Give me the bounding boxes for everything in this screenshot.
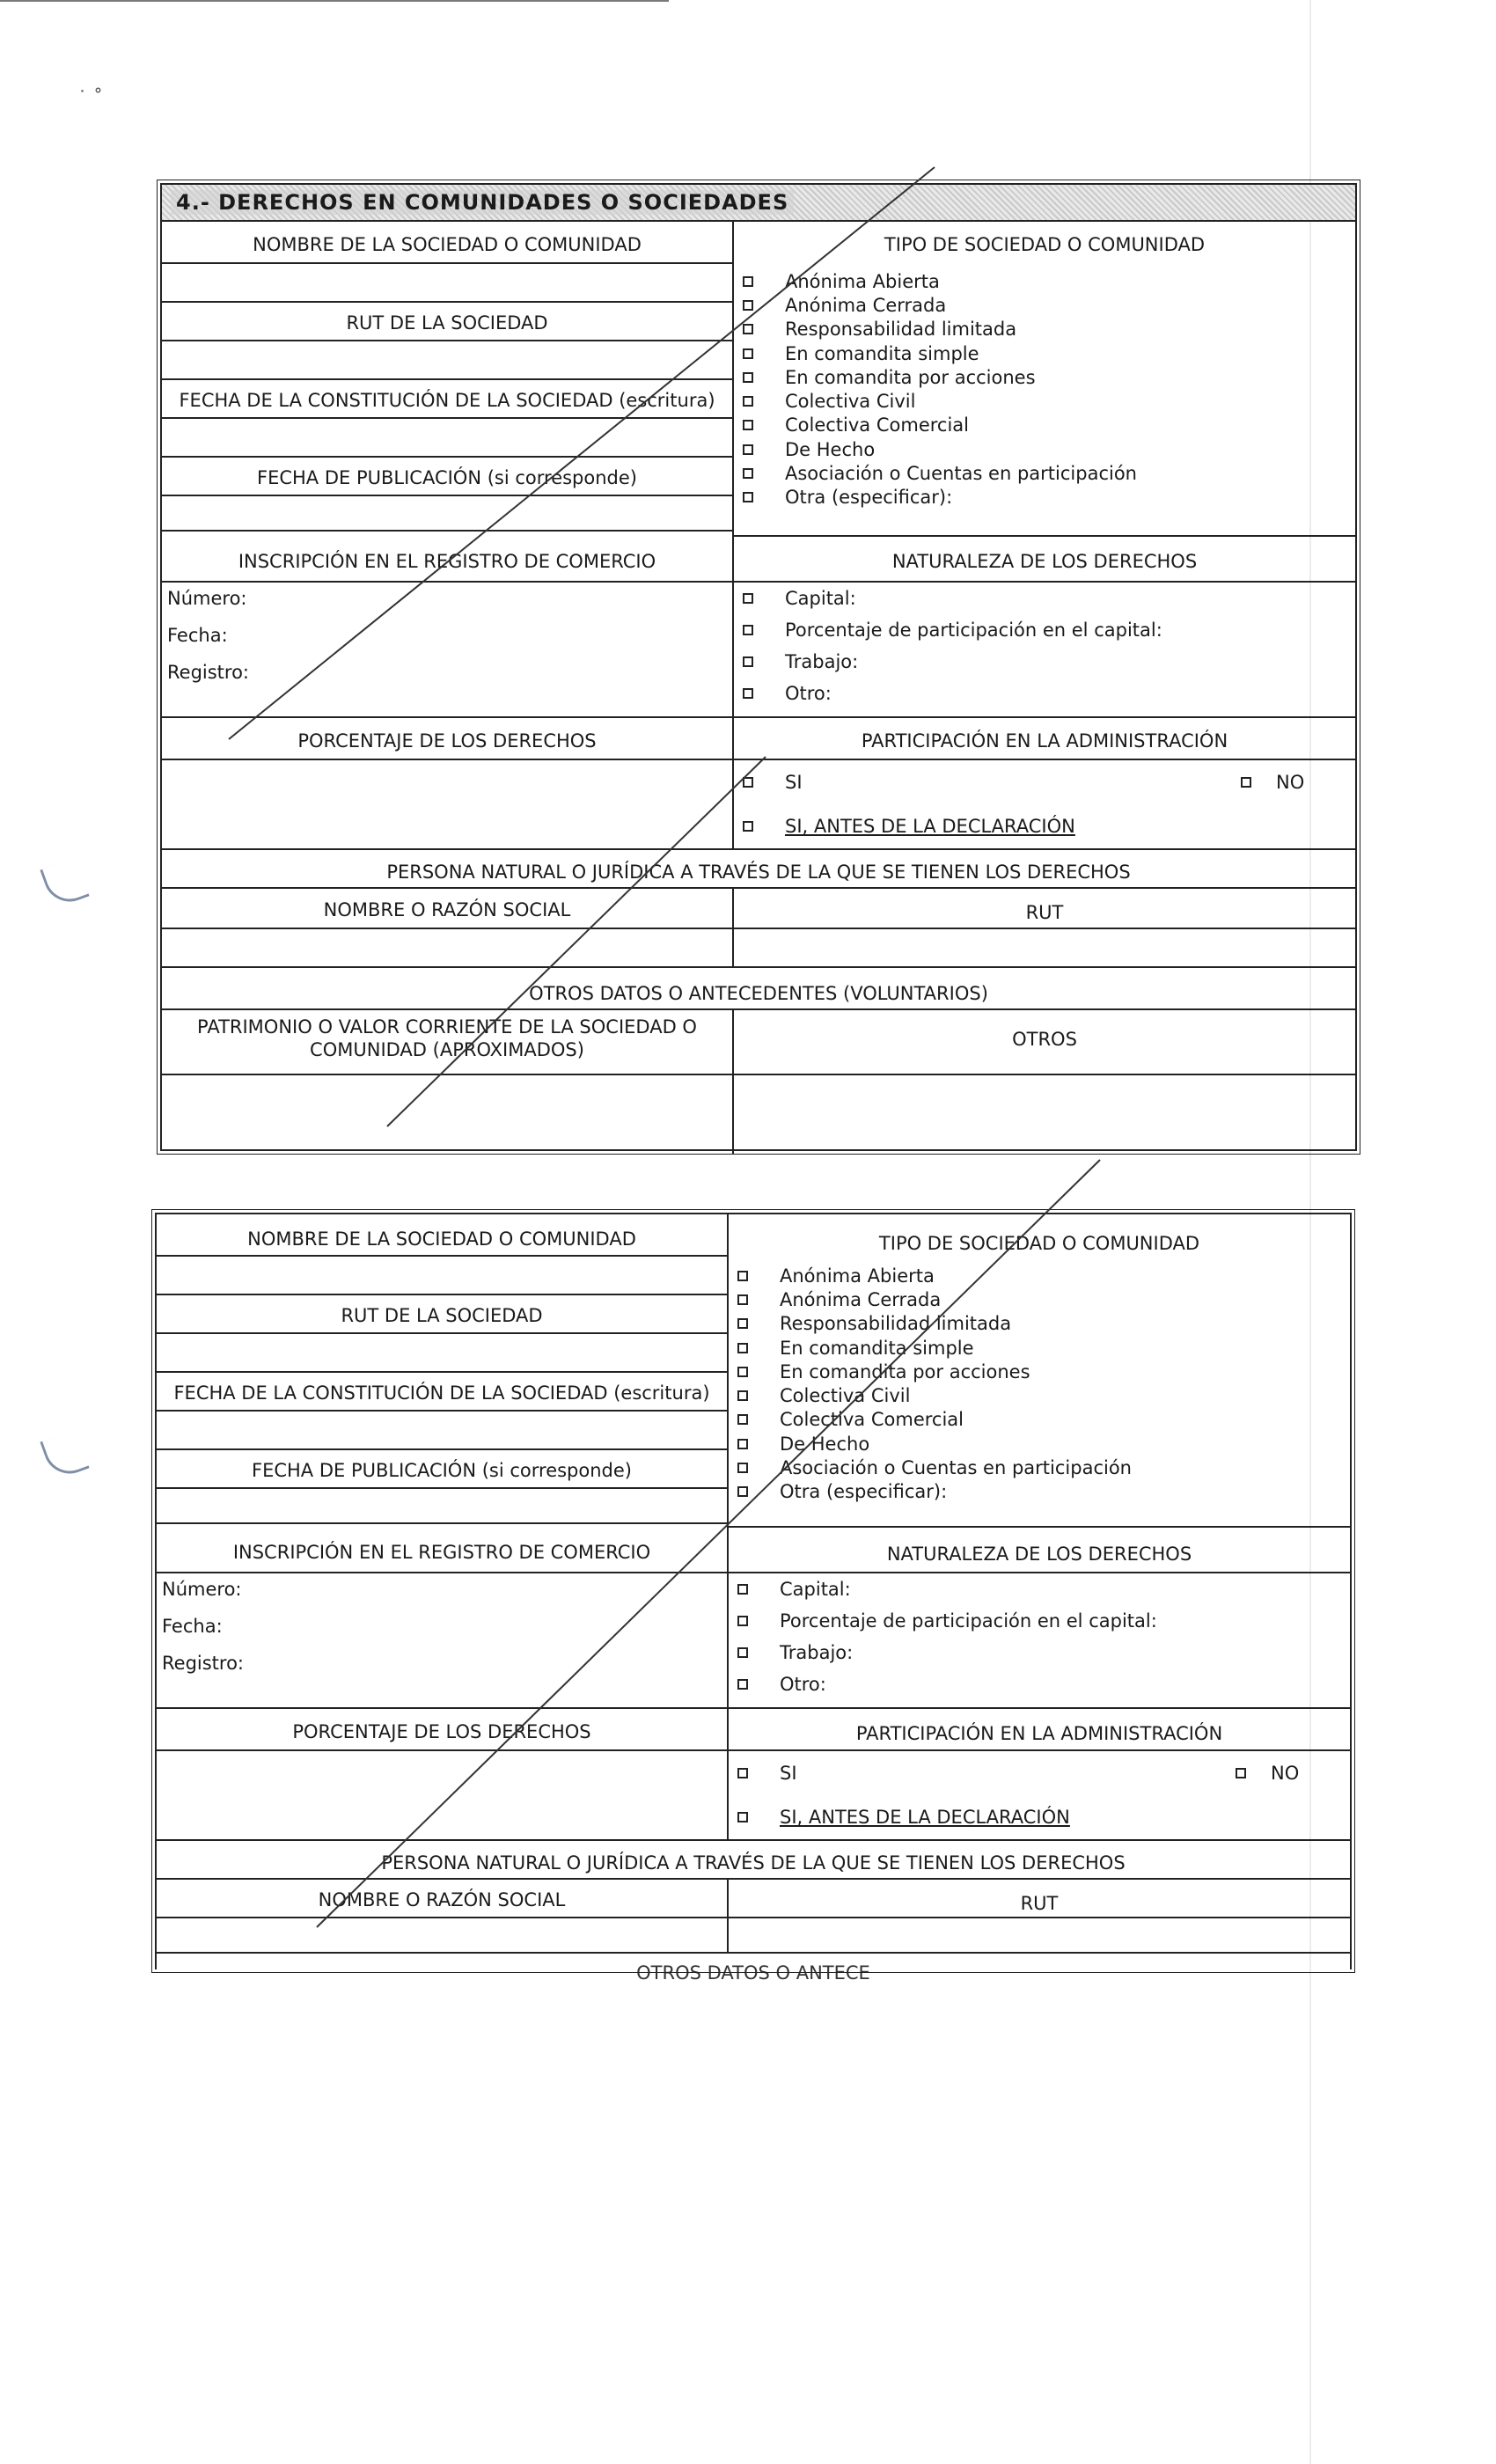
checkbox-icon[interactable]	[737, 1390, 748, 1401]
publication-date-field[interactable]	[157, 1489, 727, 1524]
type-option[interactable]: Colectiva Comercial	[743, 414, 1355, 437]
intermediary-heading: PERSONA NATURAL O JURÍDICA A TRAVÉS DE LA QUE SE TIENEN LOS DERECHOS	[162, 850, 1355, 889]
nature-option[interactable]: Otro:	[743, 678, 1355, 709]
intermediary-rut-field[interactable]	[729, 1918, 1350, 1954]
registry-date-label: Fecha:	[162, 1616, 223, 1637]
constitution-date-field[interactable]	[162, 419, 732, 458]
nature-option[interactable]: Capital:	[743, 583, 1355, 614]
type-option[interactable]: Anónima Cerrada	[737, 1287, 1350, 1311]
society-rut-field[interactable]	[157, 1334, 727, 1373]
publication-date-field[interactable]	[162, 496, 732, 532]
checkbox-icon[interactable]	[737, 1616, 748, 1626]
type-option[interactable]: Responsabilidad limitada	[743, 318, 1355, 341]
rights-percentage-field[interactable]	[162, 760, 732, 848]
rights-percentage-field[interactable]	[157, 1751, 727, 1839]
administration-before: SI, ANTES DE LA DECLARACIÓN	[785, 816, 1075, 837]
checkbox-icon[interactable]	[737, 1463, 748, 1473]
checkbox-icon[interactable]	[743, 625, 753, 635]
checkbox-icon[interactable]	[743, 468, 753, 479]
registry-number-label: Número:	[167, 588, 247, 609]
cut-off-heading: OTROS DATOS O ANTECE	[636, 1962, 870, 1980]
type-option[interactable]: Colectiva Civil	[737, 1383, 1350, 1407]
nature-option[interactable]: Otro:	[737, 1668, 1350, 1700]
rights-percentage-label: PORCENTAJE DE LOS DERECHOS	[157, 1709, 727, 1751]
checkbox-icon[interactable]	[737, 1679, 748, 1690]
checkbox-icon[interactable]	[737, 1343, 748, 1353]
registry-date-label: Fecha:	[167, 625, 228, 646]
checkbox-icon[interactable]	[743, 420, 753, 430]
section-banner	[162, 185, 1355, 222]
administration-label: PARTICIPACIÓN EN LA ADMINISTRACIÓN	[734, 718, 1355, 760]
society-name-field[interactable]	[157, 1257, 727, 1295]
intermediary-name-field[interactable]	[162, 929, 732, 968]
checkbox-icon[interactable]	[737, 1812, 748, 1822]
intermediary-name-label: NOMBRE O RAZÓN SOCIAL	[157, 1880, 727, 1918]
checkbox-icon[interactable]	[743, 396, 753, 407]
other-data-heading: OTROS DATOS O ANTECEDENTES (VOLUNTARIOS)	[162, 968, 1355, 1010]
checkbox-icon[interactable]	[737, 1439, 748, 1449]
registry-entry-label: Registro:	[162, 1653, 245, 1674]
checkbox-icon[interactable]	[737, 1768, 748, 1778]
punch-hole	[40, 1429, 89, 1481]
checkbox-icon[interactable]	[737, 1367, 748, 1377]
nature-option[interactable]: Porcentaje de participación en el capital:	[743, 614, 1355, 646]
checkbox-icon[interactable]	[743, 324, 753, 334]
nature-option[interactable]: Porcentaje de participación en el capital:	[737, 1605, 1350, 1637]
constitution-date-field[interactable]	[157, 1412, 727, 1450]
type-option[interactable]: Responsabilidad limitada	[737, 1312, 1350, 1336]
intermediary-name-field[interactable]	[157, 1918, 727, 1954]
checkbox-icon[interactable]	[1241, 777, 1251, 788]
type-option[interactable]: Otra (especificar):	[737, 1480, 1350, 1504]
checkbox-icon[interactable]	[743, 777, 753, 788]
constitution-date-label: FECHA DE LA CONSTITUCIÓN DE LA SOCIEDAD (escritura)	[162, 380, 732, 419]
publication-date-label: FECHA DE PUBLICACIÓN (si corresponde)	[162, 458, 732, 496]
rights-percentage-label: PORCENTAJE DE LOS DERECHOS	[162, 718, 732, 760]
society-rut-field[interactable]	[162, 341, 732, 380]
checkbox-icon[interactable]	[743, 372, 753, 383]
checkbox-icon[interactable]	[737, 1271, 748, 1281]
society-type-label: TIPO DE SOCIEDAD O COMUNIDAD	[884, 234, 1206, 255]
nature-option[interactable]: Trabajo:	[743, 646, 1355, 678]
scan-top-edge	[0, 0, 669, 2]
scan-speck: ˙ ˚	[77, 88, 103, 110]
society-type-options	[734, 264, 1355, 537]
type-option[interactable]: En comandita por acciones	[743, 365, 1355, 389]
administration-no: NO	[1276, 772, 1305, 793]
equity-field[interactable]	[162, 1075, 732, 1155]
intermediary-rut-field[interactable]	[734, 929, 1355, 968]
registry-number-label: Número:	[162, 1579, 242, 1600]
society-rut-label: RUT DE LA SOCIEDAD	[157, 1295, 727, 1334]
society-type-options	[729, 1264, 1350, 1528]
administration-before-row	[734, 804, 1355, 848]
checkbox-icon[interactable]	[743, 656, 753, 667]
checkbox-icon[interactable]	[743, 300, 753, 311]
checkbox-icon[interactable]	[737, 1294, 748, 1305]
equity-label: PATRIMONIO O VALOR CORRIENTE DE LA SOCIEDAD O COMUNIDAD (APROXIMADOS)	[162, 1010, 732, 1075]
type-option[interactable]: Colectiva Comercial	[737, 1408, 1350, 1432]
checkbox-icon[interactable]	[737, 1486, 748, 1497]
checkbox-icon[interactable]	[743, 688, 753, 699]
society-rut-label: RUT DE LA SOCIEDAD	[162, 303, 732, 341]
administration-yes: SI	[785, 772, 803, 793]
intermediary-heading: PERSONA NATURAL O JURÍDICA A TRAVÉS DE LA QUE SE TIENEN LOS DERECHOS	[157, 1841, 1350, 1880]
punch-hole	[40, 857, 89, 909]
type-option[interactable]: Anónima Abierta	[743, 269, 1355, 293]
type-option[interactable]: De Hecho	[743, 437, 1355, 461]
rights-nature-options	[734, 583, 1355, 716]
society-name-label: NOMBRE DE LA SOCIEDAD O COMUNIDAD	[162, 222, 732, 264]
type-option[interactable]: Otra (especificar):	[743, 486, 1355, 510]
checkbox-icon[interactable]	[1236, 1768, 1246, 1778]
type-option[interactable]: En comandita por acciones	[737, 1360, 1350, 1383]
checkbox-icon[interactable]	[743, 593, 753, 604]
type-option[interactable]: Anónima Cerrada	[743, 293, 1355, 317]
administration-no: NO	[1271, 1763, 1300, 1784]
checkbox-icon[interactable]	[743, 492, 753, 502]
rights-nature-label: NATURALEZA DE LOS DERECHOS	[729, 1528, 1350, 1573]
checkbox-icon[interactable]	[743, 821, 753, 832]
rights-nature-label: NATURALEZA DE LOS DERECHOS	[734, 537, 1355, 583]
society-rights-form-1	[160, 183, 1357, 1151]
publication-date-label: FECHA DE PUBLICACIÓN (si corresponde)	[157, 1450, 727, 1489]
type-option[interactable]: Anónima Abierta	[737, 1264, 1350, 1287]
administration-before-row	[729, 1795, 1350, 1839]
registry-label: INSCRIPCIÓN EN EL REGISTRO DE COMERCIO	[157, 1528, 727, 1573]
type-option[interactable]: Colectiva Civil	[743, 389, 1355, 413]
other-label: OTROS	[734, 1010, 1355, 1075]
type-option[interactable]: En comandita simple	[743, 341, 1355, 365]
checkbox-icon[interactable]	[737, 1584, 748, 1595]
nature-option[interactable]: Trabajo:	[737, 1637, 1350, 1668]
checkbox-icon[interactable]	[737, 1647, 748, 1658]
administration-label: PARTICIPACIÓN EN LA ADMINISTRACIÓN	[729, 1709, 1350, 1751]
type-option[interactable]: En comandita simple	[737, 1336, 1350, 1360]
administration-yes: SI	[780, 1763, 797, 1784]
other-field[interactable]	[734, 1075, 1355, 1155]
checkbox-icon[interactable]	[737, 1414, 748, 1425]
nature-option[interactable]: Capital:	[737, 1573, 1350, 1605]
intermediary-rut-label: RUT	[734, 889, 1355, 929]
type-option[interactable]: Asociación o Cuentas en participación	[743, 461, 1355, 485]
administration-before: SI, ANTES DE LA DECLARACIÓN	[780, 1807, 1070, 1828]
constitution-date-label: FECHA DE LA CONSTITUCIÓN DE LA SOCIEDAD (escritura)	[157, 1373, 727, 1412]
registry-entry-label: Registro:	[167, 662, 250, 683]
intermediary-rut-label: RUT	[729, 1880, 1350, 1918]
administration-yes-row	[729, 1751, 1350, 1795]
checkbox-icon[interactable]	[743, 444, 753, 455]
rights-nature-options	[729, 1573, 1350, 1707]
society-type-label: TIPO DE SOCIEDAD O COMUNIDAD	[878, 1233, 1200, 1254]
society-name-label: NOMBRE DE LA SOCIEDAD O COMUNIDAD	[157, 1214, 727, 1257]
checkbox-icon[interactable]	[743, 348, 753, 359]
registry-label: INSCRIPCIÓN EN EL REGISTRO DE COMERCIO	[162, 537, 732, 583]
society-name-field[interactable]	[162, 264, 732, 303]
checkbox-icon[interactable]	[737, 1318, 748, 1329]
intermediary-name-label: NOMBRE O RAZÓN SOCIAL	[162, 889, 732, 929]
society-rights-form-2	[155, 1213, 1352, 1980]
type-option[interactable]: Asociación o Cuentas en participación	[737, 1456, 1350, 1479]
type-option[interactable]: De Hecho	[737, 1432, 1350, 1456]
checkbox-icon[interactable]	[743, 276, 753, 287]
section-title: 4.- DERECHOS EN COMUNIDADES O SOCIEDADES	[171, 190, 794, 215]
administration-yes-row	[734, 760, 1355, 804]
